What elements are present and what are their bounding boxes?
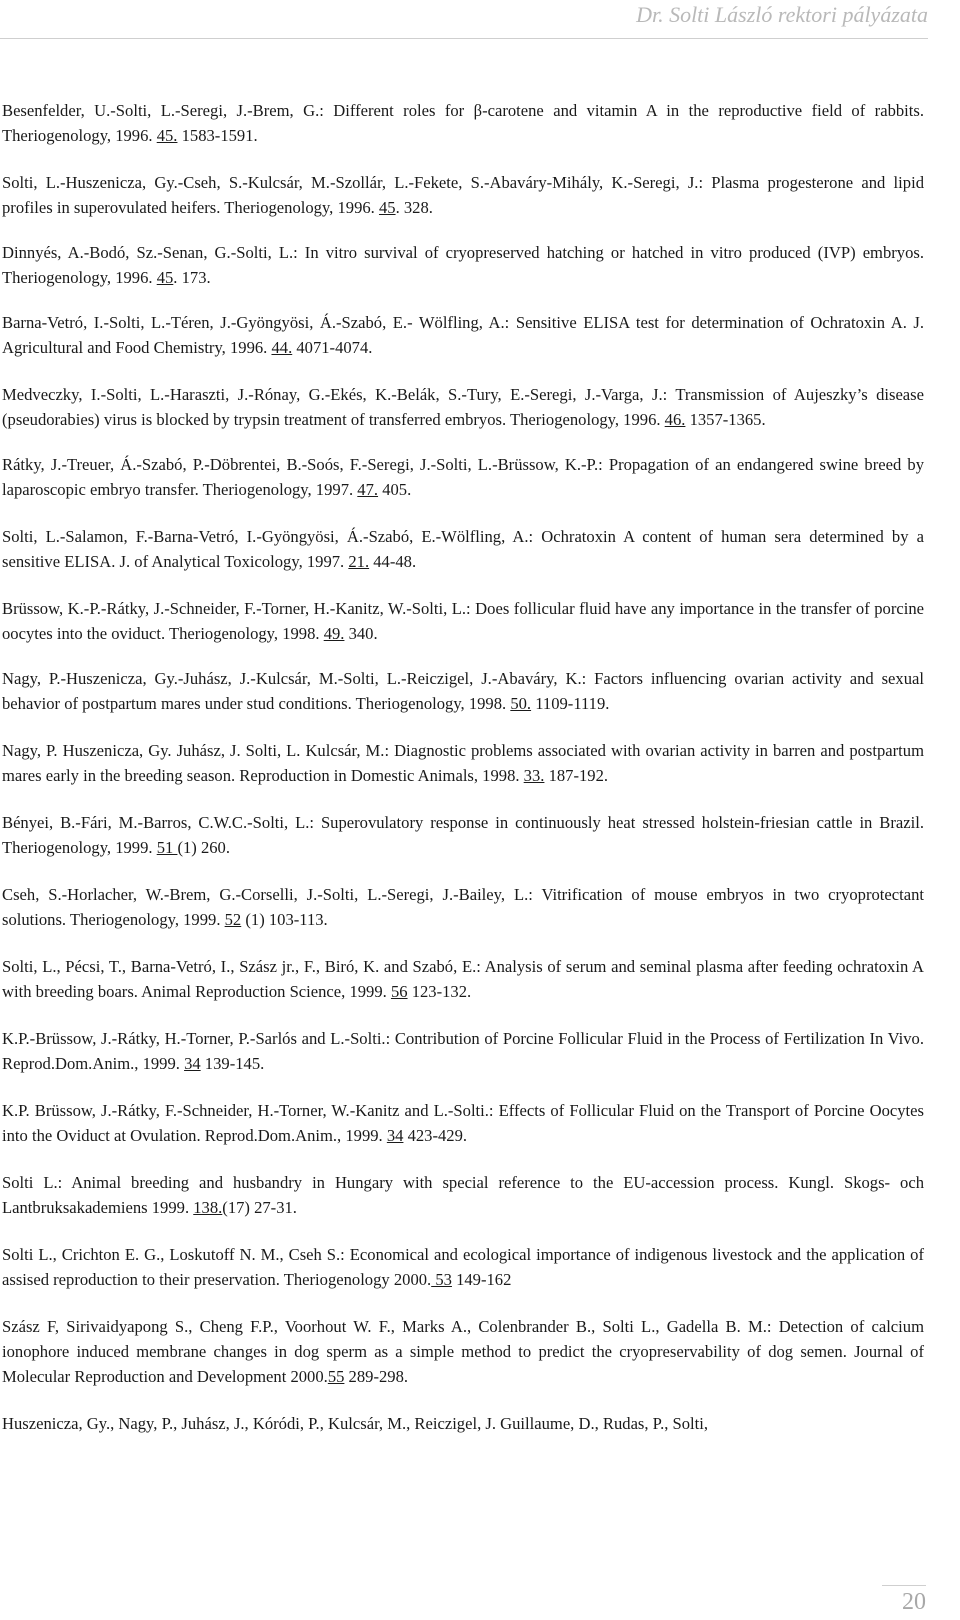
page-number: 20 [902, 1589, 926, 1615]
reference-volume: 55 [327, 1367, 345, 1386]
reference-text: Solti, L.-Salamon, F.-Barna-Vetró, I.-Gyöngyösi, Á.-Szabó, E.-Wölfling, A.: Ochratoxin A content of human sera determined by a sensitive ELISA. J. of Analytical Toxicology, 1997. [2, 527, 924, 571]
reference-pages: . 328. [395, 198, 433, 217]
reference-entry [2, 1242, 924, 1292]
reference-entry [2, 98, 924, 148]
reference-text: K.P. Brüssow, J.-Rátky, F.-Schneider, H.-Torner, W.-Kanitz and L.-Solti.: Effects of Follicular Fluid on the Transport of Porcine Oocytes into the Oviduct at Ovulation. Reprod.Dom.Anim., 1999. [2, 1101, 924, 1145]
reference-pages: 1357-1365. [685, 410, 766, 429]
reference-pages: 405. [378, 480, 412, 499]
reference-text: Bényei, B.-Fári, M.-Barros, C.W.C.-Solti, L.: Superovulatory response in continuously heat stressed holstein-friesian cattle in Brazil. Theriogenology, 1999. [2, 813, 924, 857]
reference-volume: 49. [323, 624, 345, 643]
reference-text: Solti, L., Pécsi, T., Barna-Vetró, I., Szász jr., F., Biró, K. and Szabó, E.: Analysis of serum and seminal plasma after feeding ochratoxin A with breeding boars. Animal Reproduction Science, 1999. [2, 957, 924, 1001]
reference-volume: 52 [224, 910, 242, 929]
reference-text: Szász F, Sirivaidyapong S., Cheng F.P., Voorhout W. F., Marks A., Colenbrander B., Solti L., Gadella B. M.: Detection of calcium ionophore induced membrane changes in dog sperm as a simple method to predict the cryopreservability of dog semen. Journal of Molecular Reproduction and Development 2000. [2, 1317, 924, 1386]
reference-entry [2, 1314, 924, 1389]
reference-volume: 46. [664, 410, 686, 429]
reference-entry [2, 954, 924, 1004]
reference-volume: 138. [193, 1198, 223, 1217]
reference-entry [2, 240, 924, 290]
reference-volume: 21. [348, 552, 370, 571]
reference-entry [2, 1411, 924, 1436]
reference-pages: 1583-1591. [177, 126, 258, 145]
page-header-title: Dr. Solti László rektori pályázata [636, 2, 928, 27]
reference-pages: 123-132. [407, 982, 472, 1001]
reference-text: Nagy, P.-Huszenicza, Gy.-Juhász, J.-Kulcsár, M.-Solti, L.-Reiczigel, J.-Abaváry, K.: Factors influencing ovarian activity and sexual behavior of postpartum mares under stud conditions. Theriogenology, 1998. [2, 669, 924, 713]
footer-divider [882, 1585, 926, 1586]
reference-pages: 4071-4074. [292, 338, 373, 357]
reference-list [2, 98, 924, 1458]
reference-text: Medveczky, I.-Solti, L.-Haraszti, J.-Rónay, G.-Ekés, K.-Belák, S.-Tury, E.-Seregi, J.-Varga, J.: Transmission of Aujeszky’s disease (pseudorabies) virus is blocked by trypsin treatment of transferred embryos. Theriogenology, 1996. [2, 385, 924, 429]
reference-volume: 33. [523, 766, 545, 785]
reference-entry [2, 310, 924, 360]
reference-pages: 139-145. [200, 1054, 265, 1073]
reference-entry [2, 524, 924, 574]
reference-entry [2, 452, 924, 502]
reference-volume: 51 [156, 838, 178, 857]
reference-pages: 44-48. [369, 552, 417, 571]
reference-entry [2, 170, 924, 220]
reference-text: Huszenicza, Gy., Nagy, P., Juhász, J., Kóródi, P., Kulcsár, M., Reiczigel, J. Guillaume, D., Rudas, P., Solti, [2, 1414, 709, 1433]
header-divider [0, 38, 928, 39]
reference-text: Solti L.: Animal breeding and husbandry in Hungary with special reference to the EU-accession process. Kungl. Skogs- och Lantbruksakademiens 1999. [2, 1173, 924, 1217]
reference-entry [2, 1170, 924, 1220]
reference-pages: 187-192. [544, 766, 609, 785]
reference-text: Solti, L.-Huszenicza, Gy.-Cseh, S.-Kulcsár, M.-Szollár, L.-Fekete, S.-Abaváry-Mihály, K.-Seregi, J.: Plasma progesterone and lipid profiles in superovulated heifers. Theriogenology, 1996. [2, 173, 924, 217]
reference-entry [2, 666, 924, 716]
reference-volume: 53 [431, 1270, 452, 1289]
reference-pages: 289-298. [344, 1367, 409, 1386]
reference-text: Brüssow, K.-P.-Rátky, J.-Schneider, F.-Torner, H.-Kanitz, W.-Solti, L.: Does follicular fluid have any importance in the transfer of porcine oocytes into the oviduct. Theriogenology, 1998. [2, 599, 924, 643]
reference-volume: 47. [357, 480, 379, 499]
reference-text: Besenfelder, U.-Solti, L.-Seregi, J.-Brem, G.: Different roles for β-carotene and vitamin A in the reproductive field of rabbits. Theriogenology, 1996. [2, 101, 924, 145]
reference-entry [2, 1098, 924, 1148]
reference-text: K.P.-Brüssow, J.-Rátky, H.-Torner, P.-Sarlós and L.-Solti.: Contribution of Porcine Follicular Fluid in the Process of Fertilization In Vivo. Reprod.Dom.Anim., 1999. [2, 1029, 924, 1073]
reference-pages: (17) 27-31. [222, 1198, 297, 1217]
reference-entry [2, 738, 924, 788]
reference-volume: 34 [386, 1126, 404, 1145]
reference-entry [2, 596, 924, 646]
reference-volume: 45. [156, 126, 178, 145]
reference-entry [2, 882, 924, 932]
reference-entry [2, 810, 924, 860]
reference-pages: (1) 260. [177, 838, 230, 857]
reference-volume: 34 [184, 1054, 201, 1073]
reference-volume: 45 [378, 198, 396, 217]
reference-text: Nagy, P. Huszenicza, Gy. Juhász, J. Solti, L. Kulcsár, M.: Diagnostic problems associated with ovarian activity in barren and postpartum mares early in the breeding season. Reproduction in Domestic Animals, 1998. [2, 741, 924, 785]
reference-pages: 423-429. [403, 1126, 468, 1145]
reference-volume: 56 [390, 982, 408, 1001]
reference-pages: 149-162 [451, 1270, 512, 1289]
reference-entry [2, 1026, 924, 1076]
reference-text: Rátky, J.-Treuer, Á.-Szabó, P.-Döbrentei, B.-Soós, F.-Seregi, J.-Solti, L.-Brüssow, K.-P.: Propagation of an endangered swine breed by laparoscopic embryo transfer. Theriogenology, 1997. [2, 455, 924, 499]
reference-volume: 45 [156, 268, 174, 287]
reference-text: Barna-Vetró, I.-Solti, L.-Téren, J.-Gyöngyösi, Á.-Szabó, E.- Wölfling, A.: Sensitive ELISA test for determination of Ochratoxin A. J. Agricultural and Food Chemistry, 1996. [2, 313, 924, 357]
reference-entry [2, 382, 924, 432]
reference-text: Solti L., Crichton E. G., Loskutoff N. M., Cseh S.: Economical and ecological importance of indigenous livestock and the application of assised reproduction to their preservation. Theriogenology 2000. [2, 1245, 924, 1289]
reference-pages: . 173. [173, 268, 211, 287]
reference-volume: 44. [271, 338, 293, 357]
reference-text: Cseh, S.-Horlacher, W.-Brem, G.-Corselli, J.-Solti, L.-Seregi, J.-Bailey, L.: Vitrification of mouse embryos in two cryoprotectant solutions. Theriogenology, 1999. [2, 885, 924, 929]
reference-text: Dinnyés, A.-Bodó, Sz.-Senan, G.-Solti, L.: In vitro survival of cryopreserved hatching or hatched in vitro produced (IVP) embryos. Theriogenology, 1996. [2, 243, 924, 287]
reference-pages: 340. [344, 624, 378, 643]
reference-pages: (1) 103-113. [241, 910, 328, 929]
reference-pages: 1109-1119. [531, 694, 610, 713]
reference-volume: 50. [510, 694, 532, 713]
